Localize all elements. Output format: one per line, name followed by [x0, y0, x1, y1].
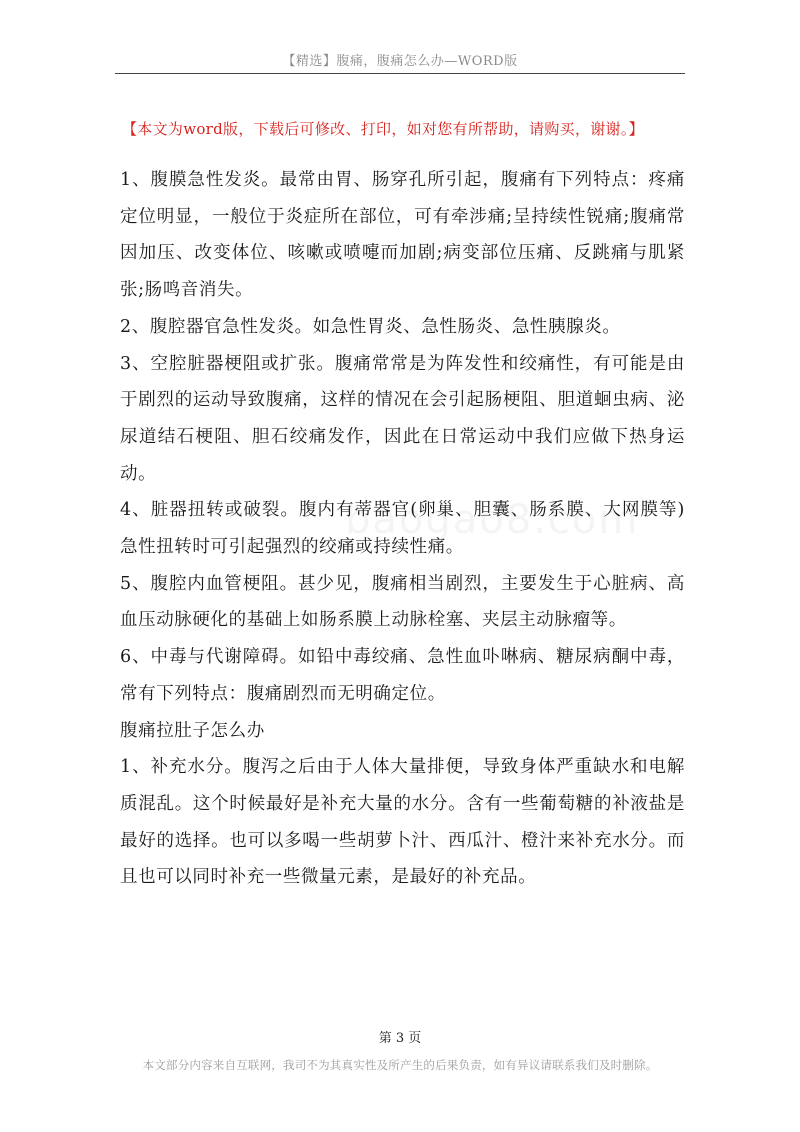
purchase-notice: 【本文为word版，下载后可修改、打印，如对您有所帮助，请购买，谢谢。】	[122, 120, 644, 138]
paragraph: 5、腹腔内血管梗阻。甚少见，腹痛相当剧烈，主要发生于心脏病、高血压动脉硬化的基础上如肠系膜上动脉栓塞、夹层主动脉瘤等。	[120, 573, 685, 631]
page-header-title: 【精选】腹痛，腹痛怎么办—WORD版	[282, 54, 518, 69]
paragraph: 2、腹腔器官急性发炎。如急性胃炎、急性肠炎、急性胰腺炎。	[120, 316, 621, 337]
page-number: 第 3 页	[378, 1031, 422, 1046]
paragraph: 4、脏器扭转或破裂。腹内有蒂器官(卵巢、胆囊、肠系膜、大网膜等)急性扭转时可引起强烈的绞痛或持续性痛。	[120, 500, 685, 558]
paragraph: 6、中毒与代谢障碍。如铅中毒绞痛、急性血卟啉病、糖尿病酮中毒，常有下列特点：腹痛剧烈而无明确定位。	[120, 647, 685, 704]
header-divider	[115, 73, 685, 74]
paragraph: 3、空腔脏器梗阻或扩张。腹痛常常是为阵发性和绞痛性，有可能是由于剧烈的运动导致腹痛，这样的情况在会引起肠梗阻、胆道蛔虫病、泌尿道结石梗阻、胆石绞痛发作，因此在日常运动中我们应做下热身运动。	[120, 353, 685, 484]
document-body	[120, 162, 685, 896]
footer-disclaimer: 本文部分内容来自互联网，我司不为其真实性及所产生的后果负责，如有异议请联系我们及时删除。	[142, 1058, 658, 1072]
paragraph: 1、补充水分。腹泻之后由于人体大量排便，导致身体严重缺水和电解质混乱。这个时候最好是补充大量的水分。含有一些葡萄糖的补液盐是最好的选择。也可以多喝一些胡萝卜汁、西瓜汁、橙汁来补充水分。而且也可以同时补充一些微量元素，是最好的补充品。	[120, 757, 685, 888]
paragraph: 1、腹膜急性发炎。最常由胃、肠穿孔所引起，腹痛有下列特点：疼痛定位明显，一般位于炎症所在部位，可有牵涉痛;呈持续性锐痛;腹痛常因加压、改变体位、咳嗽或喷嚏而加剧;病变部位压痛、反跳痛与肌紧张;肠鸣音消失。	[120, 170, 685, 301]
section-heading: 腹痛拉肚子怎么办	[120, 720, 265, 741]
